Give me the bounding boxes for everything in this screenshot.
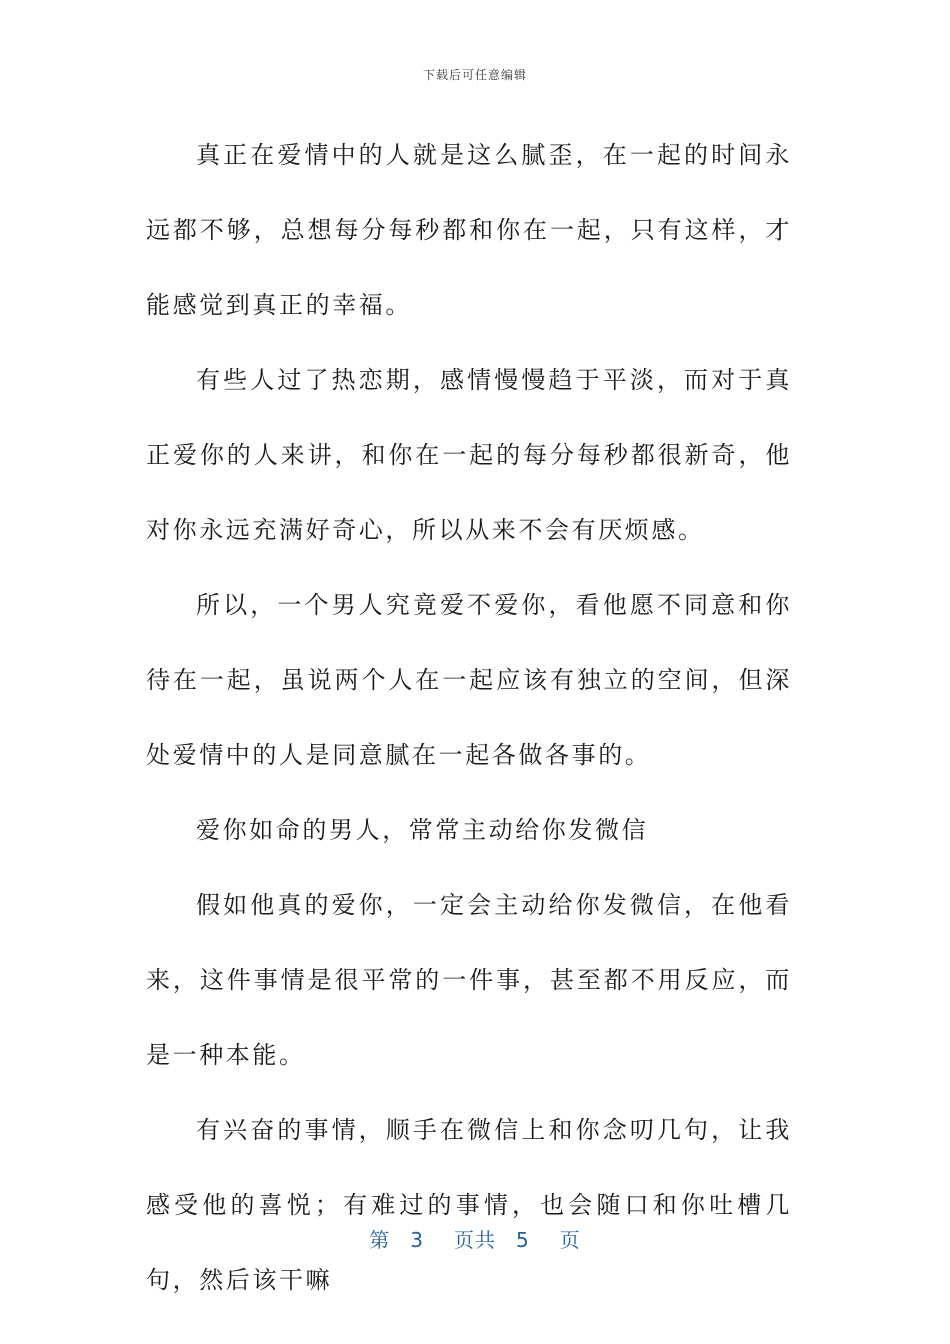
paragraph: 真正在爱情中的人就是这么腻歪，在一起的时间永远都不够，总想每分每秒都和你在一起，只有这样，才能感觉到真正的幸福。: [146, 141, 792, 319]
paragraph: 有兴奋的事情，顺手在微信上和你念叨几句，让我感受他的喜悦；有难过的事情，也会随口和你吐槽几句，然后该干嘛: [146, 1116, 792, 1294]
paragraph: 有些人过了热恋期，感情慢慢趋于平淡，而对于真正爱你的人来讲，和你在一起的每分每秒都很新奇，他对你永远充满好奇心，所以从来不会有厌烦感。: [146, 366, 792, 544]
total-pages-number: 5: [516, 1228, 530, 1252]
page-number-footer: [0, 1224, 950, 1253]
page-prefix: 第: [369, 1228, 391, 1252]
page-suffix: 页: [559, 1228, 581, 1252]
section-heading: 爱你如命的男人，常常主动给你发微信: [196, 816, 649, 844]
paragraph: 假如他真的爱你，一定会主动给你发微信，在他看来，这件事情是很平常的一件事，甚至都不用反应，而是一种本能。: [146, 891, 792, 1069]
current-page-number: 3: [410, 1228, 424, 1252]
paragraph: 所以，一个男人究竟爱不爱你，看他愿不同意和你待在一起，虽说两个人在一起应该有独立的空间，但深处爱情中的人是同意腻在一起各做各事的。: [146, 591, 792, 769]
page-header-note: 下载后可任意编辑: [422, 68, 527, 82]
page-mid: 页共: [454, 1228, 496, 1252]
document-body: [146, 118, 792, 1318]
